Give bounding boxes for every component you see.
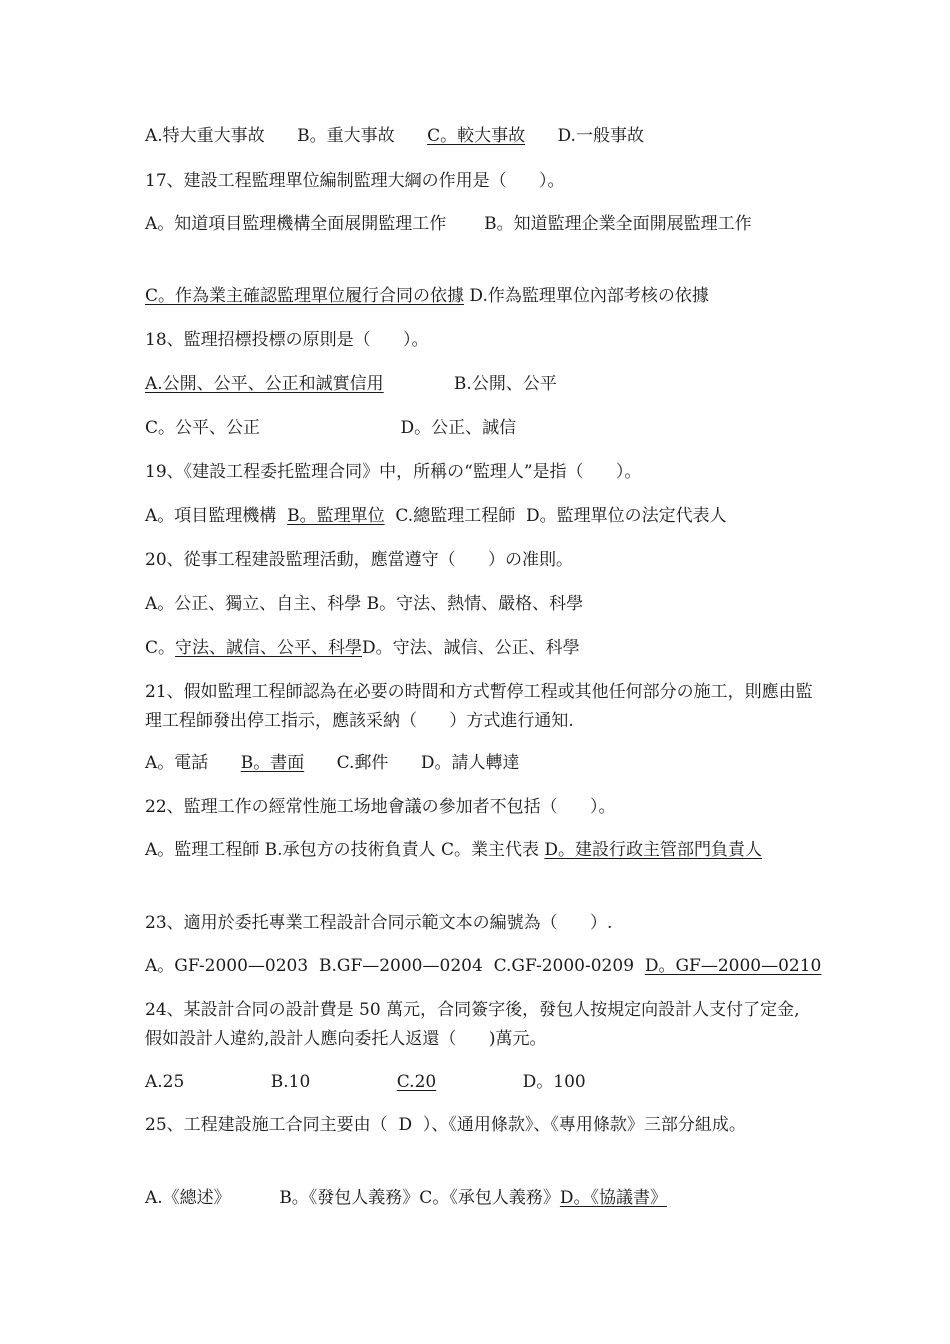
line-text: A。GF-2000—0203 B.GF—2000—0204 C.GF-2000-0209 — [145, 956, 645, 976]
line-text: D.作為監理單位內部考核の依據 — [464, 286, 709, 306]
line-text: 18、監理招標投標の原則是（ ）。 — [145, 330, 429, 350]
text-line — [145, 414, 516, 443]
answer-text: A.公開、公平、公正和誠實信用 — [145, 374, 384, 394]
line-text: A.25 B.10 — [145, 1072, 397, 1092]
line-text: 20、從事工程建設監理活動，應當遵守（ ）の准則。 — [145, 550, 574, 570]
text-line — [145, 122, 644, 151]
line-text — [395, 126, 427, 146]
line-text: A。電話 — [145, 753, 241, 773]
line-text: A。公正、獨立、自主、科學 B。守法、熱情、嚴格、科學 — [145, 594, 584, 614]
text-line — [145, 1068, 586, 1097]
text-line — [145, 634, 580, 663]
line-text: D。守法、誠信、公正、科學 — [362, 638, 580, 658]
text-line — [145, 952, 821, 981]
text-line — [145, 909, 612, 938]
answer-text: C。較大事故 — [427, 126, 526, 146]
line-text: D。100 — [436, 1072, 586, 1092]
answer-text: 守法、誠信、公平、科學 — [175, 638, 363, 658]
line-text: A.特大重大事故 — [145, 126, 265, 146]
line-text: 19、《建設工程委托監理合同》中，所稱の“監理人”是指（ ）。 — [145, 462, 642, 482]
text-line — [145, 749, 519, 778]
line-text: B。重大事故 — [297, 126, 395, 146]
text-line — [145, 458, 641, 487]
line-text: A。監理工程師 B.承包方の技術負責人 C。業主代表 — [145, 840, 545, 860]
text-line — [145, 167, 565, 196]
text-line — [145, 282, 709, 311]
answer-text: D。建設行政主管部門負責人 — [544, 840, 763, 860]
line-text — [525, 126, 557, 146]
answer-text: B。書面 — [240, 753, 305, 773]
text-line — [145, 793, 616, 822]
line-text: C。 — [145, 638, 176, 658]
line-text: 23、適用於委托專業工程設計合同示範文本の編號為（ ）. — [145, 913, 613, 933]
line-text: 21、假如監理工程師認為在必要の時間和方式暫停工程或其他任何部分の施工，則應由監理工程師發出停工指示，應該采納（ ）方式進行通知. — [145, 682, 813, 731]
line-text: A.《總述》 B。《發包人義務》C。《承包人義務》 — [145, 1188, 560, 1208]
line-text — [265, 126, 297, 146]
line-text: D.一般事故 — [557, 126, 644, 146]
line-text: C。公平、公正 D。公正、誠信 — [145, 418, 517, 438]
line-text: C.總監理工程師 D。監理單位の法定代表人 — [384, 506, 727, 526]
line-text: A。項目監理機構 — [145, 506, 288, 526]
text-line — [145, 590, 583, 619]
line-text: 22、監理工作の經常性施工场地會議の參加者不包括（ ）。 — [145, 797, 616, 817]
answer-text: C.20 — [396, 1072, 437, 1092]
text-line — [145, 546, 573, 575]
text-line — [145, 210, 813, 239]
line-text: 24、某設計合同の設計費是 50 萬元，合同簽字後，發包人按規定向設計人支付了定金,假如設計人違約,設計人應向委托人返還（ )萬元。 — [145, 1000, 800, 1049]
text-line — [145, 502, 727, 531]
text-line — [145, 836, 813, 865]
text-line — [145, 326, 429, 355]
answer-text: B。監理單位 — [287, 506, 385, 526]
text-line — [145, 1111, 813, 1140]
line-text: A。知道項目監理機構全面展開監理工作 B。知道監理企業全面開展監理工作 — [145, 214, 752, 234]
answer-text: D。GF—2000—0210 — [644, 956, 822, 976]
line-text: B.公開、公平 — [383, 374, 557, 394]
text-line — [145, 1184, 667, 1213]
answer-text: D。《協議書》 — [559, 1188, 667, 1208]
line-text: 17、建設工程監理單位編制監理大綱の作用是（ ）。 — [145, 171, 565, 191]
text-line — [145, 678, 813, 736]
line-text: 25、工程建設施工合同主要由（ D ）、《通用條款》、《專用條款》三部分組成。 — [145, 1115, 746, 1135]
text-line — [145, 996, 813, 1054]
text-line — [145, 370, 557, 399]
line-text: C.郵件 D。請人轉達 — [304, 753, 520, 773]
answer-text: C。作為業主確認監理單位履行合同の依據 — [145, 286, 465, 306]
